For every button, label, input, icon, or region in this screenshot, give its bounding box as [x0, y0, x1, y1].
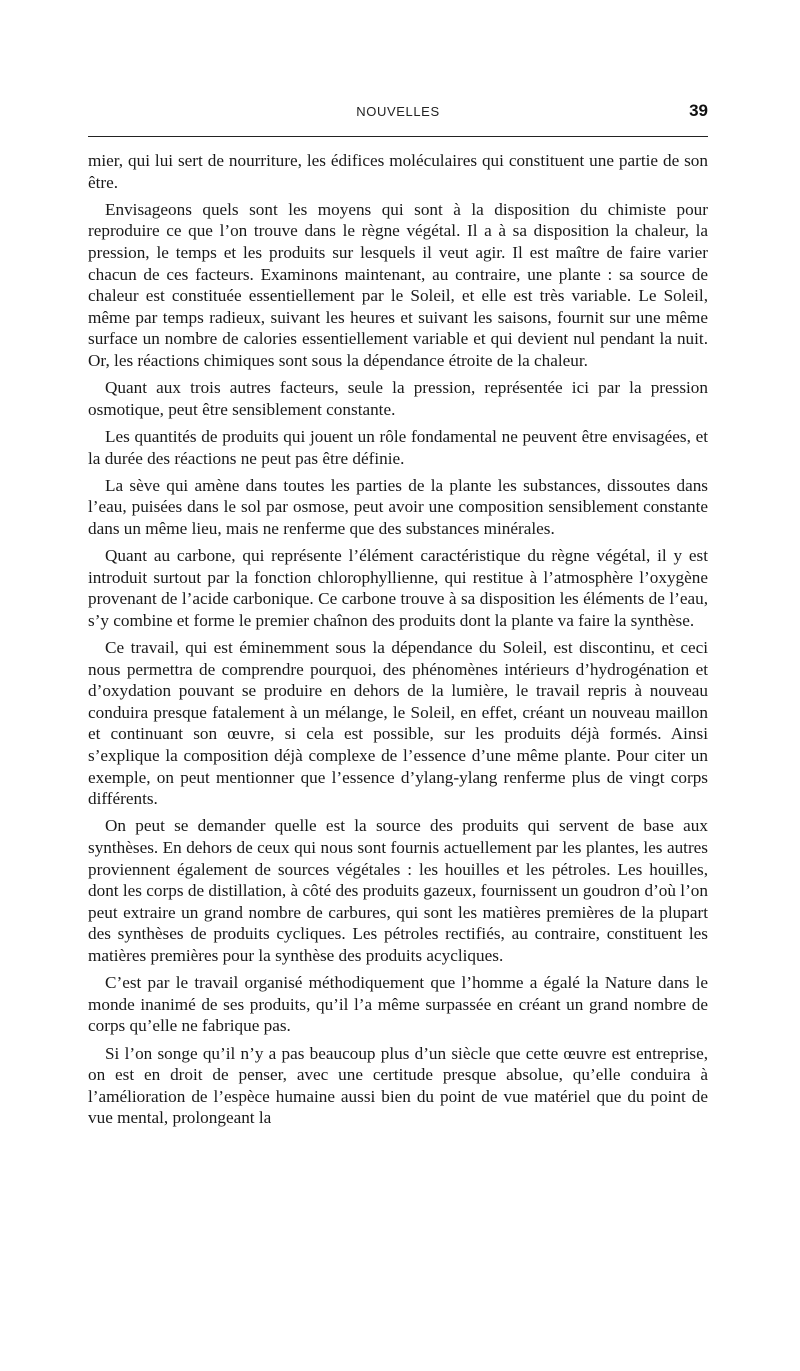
- paragraph: C’est par le travail organisé méthodiquement que l’homme a égalé la Nature dans le monde inanimé de ses produits, qu’il l’a même surpassée en créant un grand nombre de corps qu’elle ne fabrique pas.: [88, 973, 708, 1036]
- body-text: [88, 150, 708, 1134]
- running-title: NOUVELLES: [356, 104, 440, 119]
- header-rule: [88, 136, 708, 137]
- paragraph: La sève qui amène dans toutes les parties de la plante les substances, dissoutes dans l’eau, puisées dans le sol par osmose, peut avoir une composition sensiblement constante dans un même lieu, mais ne renferme que des substances minérales.: [88, 475, 708, 538]
- page-number: 39: [689, 101, 708, 120]
- paragraph: Quant aux trois autres facteurs, seule la pression, représentée ici par la pression osmotique, peut être sensiblement constante.: [88, 378, 708, 419]
- paragraph: Ce travail, qui est éminemment sous la dépendance du Soleil, est discontinu, et ceci nous permettra de comprendre pourquoi, des phénomènes intérieurs d’hydrogénation et d’oxydation pouvant se produire en dehors de la lumière, le travail repris à nouveau conduira presque fatalement à un mélange, le Soleil, en effet, créant un nouveau maillon et continuant son œuvre, si cela est possible, sur les produits déjà formés. Ainsi s’explique la composition déjà complexe de l’essence d’une même plante. Pour citer un exemple, on peut mentionner que l’essence d’ylang-ylang renferme plus de vingt corps différents.: [88, 638, 708, 809]
- paragraph: Quant au carbone, qui représente l’élément caractéristique du règne végétal, il y est introduit surtout par la fonction chlorophyllienne, qui restitue à l’atmosphère l’oxygène provenant de l’acide carbonique. Ce carbone trouve à sa disposition les éléments de l’eau, s’y combine et forme le premier chaînon des produits dont la plante va faire la synthèse.: [88, 546, 708, 630]
- paragraph: Les quantités de produits qui jouent un rôle fondamental ne peuvent être envisagées, et la durée des réactions ne peut pas être définie.: [88, 426, 708, 468]
- paragraph: Si l’on songe qu’il n’y a pas beaucoup plus d’un siècle que cette œuvre est entreprise, on est en droit de penser, avec une certitude presque absolue, qu’elle conduira à l’amélioration de l’espèce humaine aussi bien du point de vue matériel que du point de vue mental, prolongeant la: [88, 1043, 708, 1128]
- paragraph: Envisageons quels sont les moyens qui sont à la disposition du chimiste pour reproduire ce que l’on trouve dans le règne végétal. Il a à sa disposition la chaleur, la pression, le temps et les produits sur lesquels il veut agir. Il est maître de faire varier chacun de ces facteurs. Examinons maintenant, au contraire, une plante : sa source de chaleur est constituée essentiellement par le Soleil, et elle est très variable. Le Soleil, même par temps radieux, suivant les heures et suivant les saisons, fournit sur une même surface un nombre de calories essentiellement variable et qui devient nul pendant la nuit. Or, les réactions chimiques sont sous la dépendance étroite de la chaleur.: [88, 199, 708, 370]
- paragraph: mier, qui lui sert de nourriture, les édifices moléculaires qui constituent une partie de son être.: [88, 151, 708, 192]
- running-header: [88, 101, 708, 126]
- paragraph: On peut se demander quelle est la source des produits qui servent de base aux synthèses. En dehors de ceux qui nous sont fournis actuellement par les plantes, les autres proviennent également de sources végétales : les houilles et les pétroles. Les houilles, dont les corps de distillation, à côté des produits gazeux, fournissent un goudron d’où l’on peut extraire un grand nombre de carbures, qui sont les matières premières de la plupart des synthèses de produits cycliques. Les pétroles rectifiés, au contraire, constituent les matières premières pour la synthèse des produits acycliques.: [88, 816, 708, 965]
